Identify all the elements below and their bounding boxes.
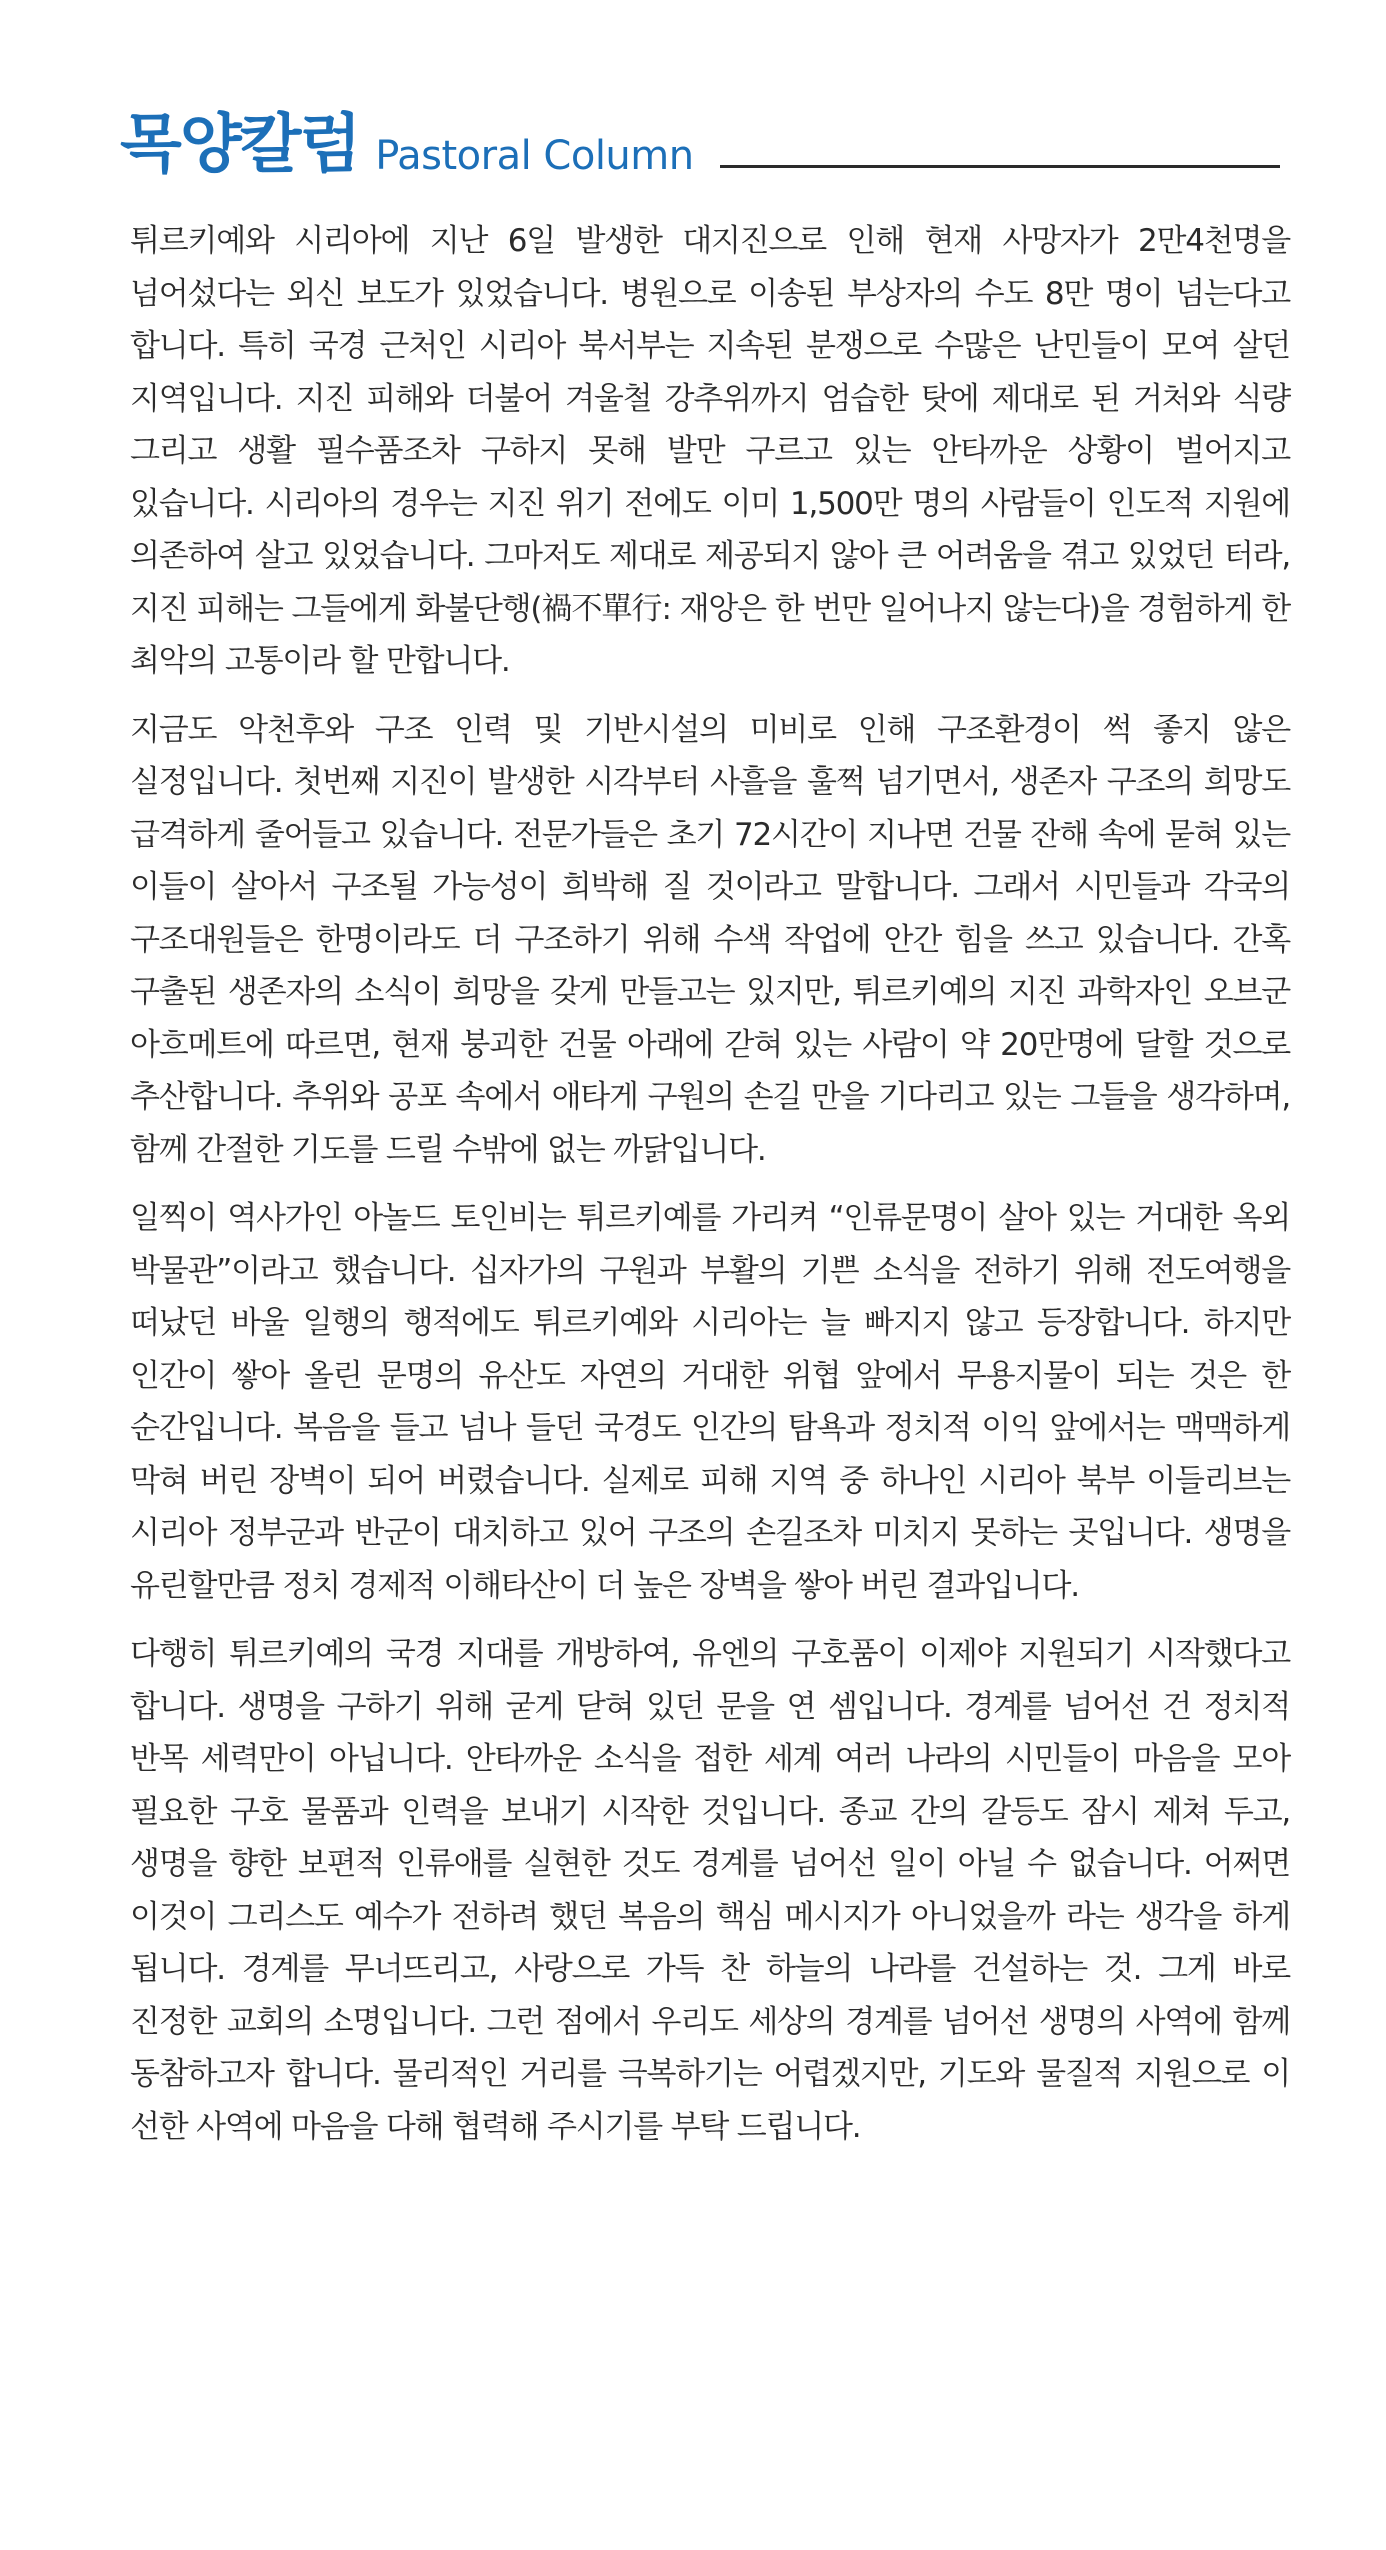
paragraph-4: 다행히 튀르키예의 국경 지대를 개방하여, 유엔의 구호품이 이제야 지원되기 시작했다고 합니다. 생명을 구하기 위해 굳게 닫혀 있던 문을 연 셈입니다. 경계를 넘어선 건 정치적 반목 세력만이 아닙니다. 안타까운 소식을 접한 세계 여러 나라의 시민들이 마음을 모아 필요한 구호 물품과 인력을 보내기 시작한 것입니다. 종교 간의 갈등도 잠시 제쳐 두고, 생명을 향한 보편적 인류애를 실현한 것도 경계를 넘어선 일이 아닐 수 없습니다. 어쩌면 이것이 그리스도 예수가 전하려 했던 복음의 핵심 메시지가 아니었을까 라는 생각을 하게 됩니다. 경계를 무너뜨리고, 사랑으로 가득 찬 하늘의 나라를 건설하는 것. 그게 바로 진정한 교회의 소명입니다. 그런 점에서 우리도 세상의 경계를 넘어선 생명의 사역에 함께 동참하고자 합니다. 물리적인 거리를 극복하기는 어렵겠지만, 기도와 물질적 지원으로 이 선한 사역에 마음을 다해 협력해 주시기를 부탁 드립니다. xyxy=(130,1636,1290,2145)
paragraph-3: 일찍이 역사가인 아놀드 토인비는 튀르키예를 가리켜 “인류문명이 살아 있는 거대한 옥외 박물관”이라고 했습니다. 십자가의 구원과 부활의 기쁜 소식을 전하기 위해 전도여행을 떠났던 바울 일행의 행적에도 튀르키예와 시리아는 늘 빠지지 않고 등장합니다. 하지만 인간이 쌓아 올린 문명의 유산도 자연의 거대한 위협 앞에서 무용지물이 되는 것은 한 순간입니다. 복음을 들고 넘나 들던 국경도 인간의 탐욕과 정치적 이익 앞에서는 맥맥하게 막혀 버린 장벽이 되어 버렸습니다. 실제로 피해 지역 중 하나인 시리아 북부 이들리브는 시리아 정부군과 반군이 대치하고 있어 구조의 손길조차 미치지 못하는 곳입니다. 생명을 유린할만큼 정치 경제적 이해타산이 더 높은 장벽을 쌓아 버린 결과입니다. xyxy=(130,1200,1290,1604)
column-title-korean: 목양칼럼 xyxy=(120,108,360,182)
column-body xyxy=(130,215,1290,2169)
paragraph-2: 지금도 악천후와 구조 인력 및 기반시설의 미비로 인해 구조환경이 썩 좋지 않은 실정입니다. 첫번째 지진이 발생한 시각부터 사흘을 훌쩍 넘기면서, 생존자 구조의 희망도 급격하게 줄어들고 있습니다. 전문가들은 초기 72시간이 지나면 건물 잔해 속에 묻혀 있는 이들이 살아서 구조될 가능성이 희박해 질 것이라고 말합니다. 그래서 시민들과 각국의 구조대원들은 한명이라도 더 구조하기 위해 수색 작업에 안간 힘을 쓰고 있습니다. 간혹 구출된 생존자의 소식이 희망을 갖게 만들고는 있지만, 튀르키예의 지진 과학자인 오브군 아흐메트에 따르면, 현재 붕괴한 건물 아래에 갇혀 있는 사람이 약 20만명에 달할 것으로 추산합니다. 추위와 공포 속에서 애타게 구원의 손길 만을 기다리고 있는 그들을 생각하며, 함께 간절한 기도를 드릴 수밖에 없는 까닭입니다. xyxy=(130,711,1290,1168)
paragraph-1: 튀르키예와 시리아에 지난 6일 발생한 대지진으로 인해 현재 사망자가 2만4천명을 넘어섰다는 외신 보도가 있었습니다. 병원으로 이송된 부상자의 수도 8만 명이 넘는다고 합니다. 특히 국경 근처인 시리아 북서부는 지속된 분쟁으로 수많은 난민들이 모여 살던 지역입니다. 지진 피해와 더불어 겨울철 강추위까지 엄습한 탓에 제대로 된 거처와 식량 그리고 생활 필수품조차 구하지 못해 발만 구르고 있는 안타까운 상황이 벌어지고 있습니다. 시리아의 경우는 지진 위기 전에도 이미 1,500만 명의 사람들이 인도적 지원에 의존하여 살고 있었습니다. 그마저도 제대로 제공되지 않아 큰 어려움을 겪고 있었던 터라, 지진 피해는 그들에게 화불단행(禍不單行: 재앙은 한 번만 일어나지 않는다)을 경험하게 한 최악의 고통이라 할 만합니다. xyxy=(130,223,1290,679)
header-rule-line xyxy=(720,165,1280,168)
column-title-english: Pastoral Column xyxy=(375,133,694,179)
column-header xyxy=(120,105,1280,185)
